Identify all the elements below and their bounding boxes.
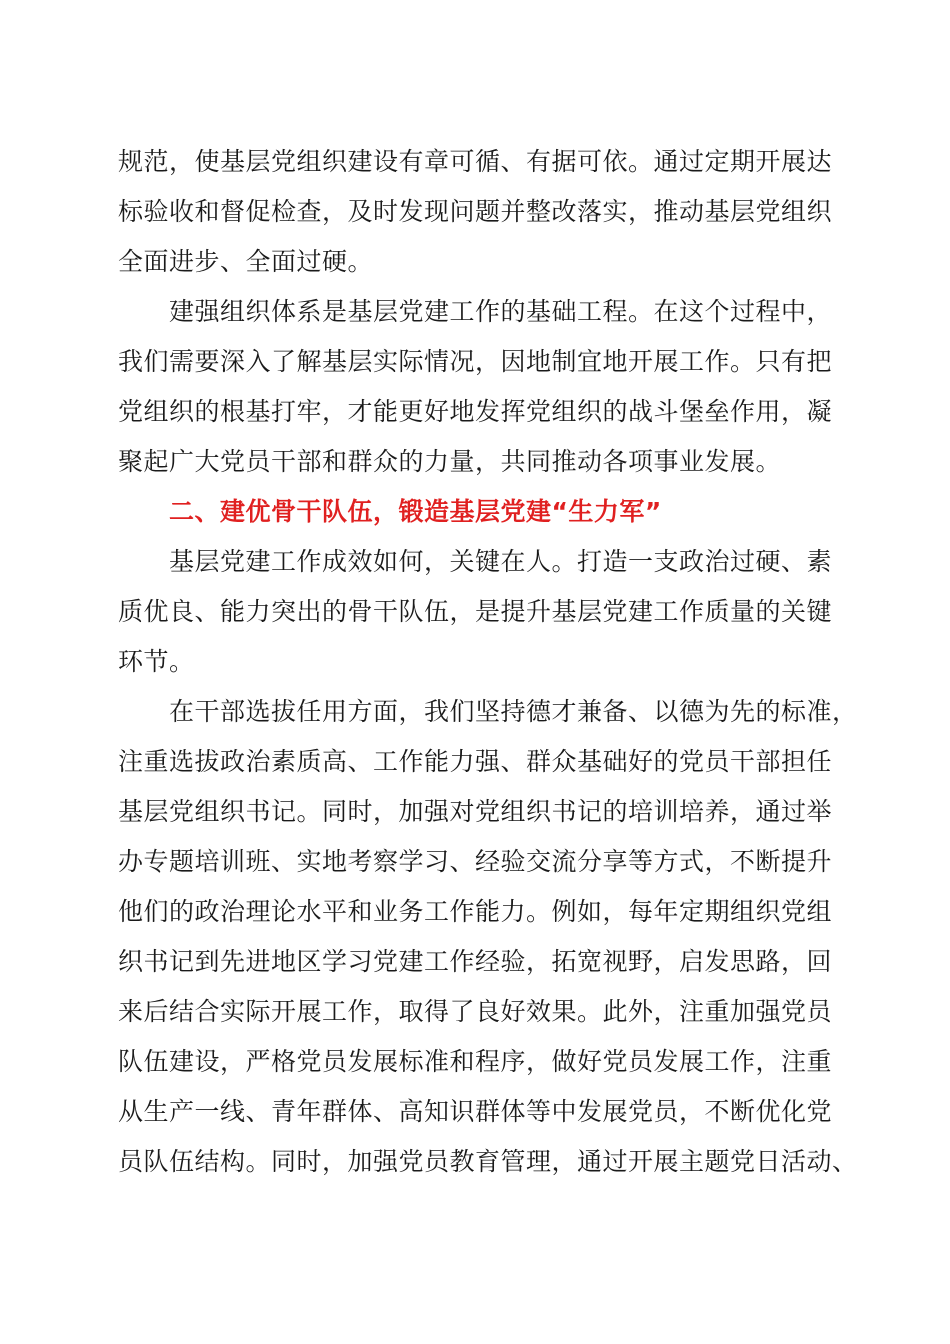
paragraph-4-line-9: 从生产一线、青年群体、高知识群体等中发展党员，不断优化党 <box>118 1097 833 1126</box>
paragraph-4-line-6: 织书记到先进地区学习党建工作经验，拓宽视野，启发思路，回 <box>118 947 833 976</box>
paragraph-1-line-1: 规范，使基层党组织建设有章可循、有据可依。通过定期开展达 <box>118 147 833 176</box>
paragraph-4-line-8: 队伍建设，严格党员发展标准和程序，做好党员发展工作，注重 <box>118 1047 833 1076</box>
paragraph-1-line-3: 全面进步、全面过硬。 <box>118 247 374 276</box>
paragraph-3-line-1: 基层党建工作成效如何，关键在人。打造一支政治过硬、素 <box>169 547 833 576</box>
paragraph-2-line-1: 建强组织体系是基层党建工作的基础工程。在这个过程中， <box>169 297 833 326</box>
paragraph-4-line-2: 注重选拔政治素质高、工作能力强、群众基础好的党员干部担任 <box>118 747 833 776</box>
paragraph-2-line-4: 聚起广大党员干部和群众的力量，共同推动各项事业发展。 <box>118 447 782 476</box>
paragraph-2-line-2: 我们需要深入了解基层实际情况，因地制宜地开展工作。只有把 <box>118 347 833 376</box>
paragraph-1-line-2: 标验收和督促检查，及时发现问题并整改落实，推动基层党组织 <box>118 197 833 226</box>
paragraph-3-line-2: 质优良、能力突出的骨干队伍，是提升基层党建工作质量的关键 <box>118 597 833 626</box>
paragraph-4-line-5: 他们的政治理论水平和业务工作能力。例如，每年定期组织党组 <box>118 897 833 926</box>
paragraph-4-line-1: 在干部选拔任用方面，我们坚持德才兼备、以德为先的标准， <box>169 697 858 726</box>
section-heading: 二、建优骨干队伍，锻造基层党建“生力军” <box>169 497 662 526</box>
paragraph-4-line-7: 来后结合实际开展工作，取得了良好效果。此外，注重加强党员 <box>118 997 833 1026</box>
paragraph-4-line-4: 办专题培训班、实地考察学习、经验交流分享等方式，不断提升 <box>118 847 833 876</box>
paragraph-4-line-3: 基层党组织书记。同时，加强对党组织书记的培训培养，通过举 <box>118 797 833 826</box>
paragraph-3-line-3: 环节。 <box>118 647 195 676</box>
paragraph-4-line-10: 员队伍结构。同时，加强党员教育管理，通过开展主题党日活动、 <box>118 1147 858 1176</box>
paragraph-2-line-3: 党组织的根基打牢，才能更好地发挥党组织的战斗堡垒作用，凝 <box>118 397 833 426</box>
